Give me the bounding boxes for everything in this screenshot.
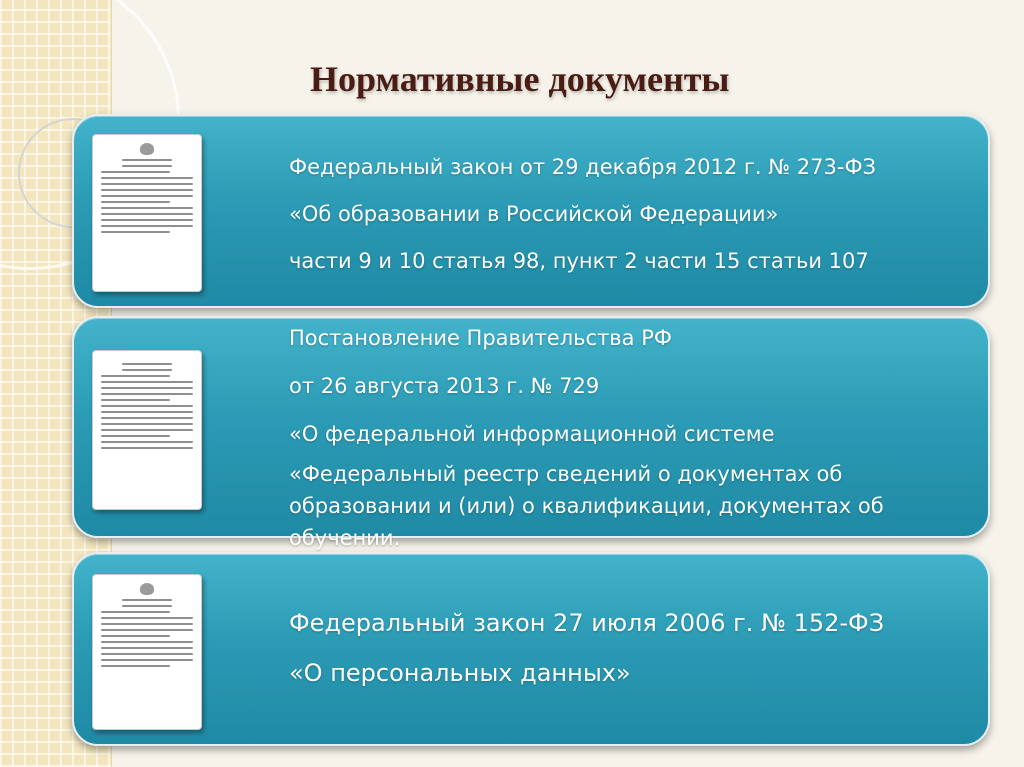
card-line: Федеральный закон от 29 декабря 2012 г. № 273-ФЗ	[289, 155, 876, 179]
card-text	[289, 144, 876, 285]
card-line: Постановление Правительства РФ	[289, 326, 672, 350]
card-line: «О федеральной информационной системе	[289, 422, 775, 446]
card-line: обучении.	[289, 526, 401, 550]
document-thumbnail-icon	[92, 574, 202, 730]
card-line: от 26 августа 2013 г. № 729	[289, 374, 600, 398]
document-card-federal-law-152[interactable]	[72, 552, 990, 746]
document-thumbnail-icon	[92, 134, 202, 292]
card-line: «Об образовании в Российской Федерации»	[289, 202, 779, 226]
card-text	[289, 314, 884, 554]
document-thumbnail-icon	[92, 350, 202, 510]
card-text	[289, 598, 884, 698]
emblem-icon	[140, 583, 154, 595]
document-card-federal-law-273[interactable]	[72, 114, 990, 308]
card-line: образовании и (или) о квалификации, документах об	[289, 494, 884, 518]
emblem-icon	[140, 143, 154, 155]
card-line: части 9 и 10 статья 98, пункт 2 части 15 статьи 107	[289, 249, 869, 273]
card-line: «Федеральный реестр сведений о документах об	[289, 462, 843, 486]
slide-title: Нормативные документы	[310, 59, 730, 99]
document-card-government-decree-729[interactable]	[72, 316, 990, 550]
card-line: Федеральный закон 27 июля 2006 г. № 152-ФЗ	[289, 609, 885, 637]
card-line: «О персональных данных»	[289, 659, 631, 687]
